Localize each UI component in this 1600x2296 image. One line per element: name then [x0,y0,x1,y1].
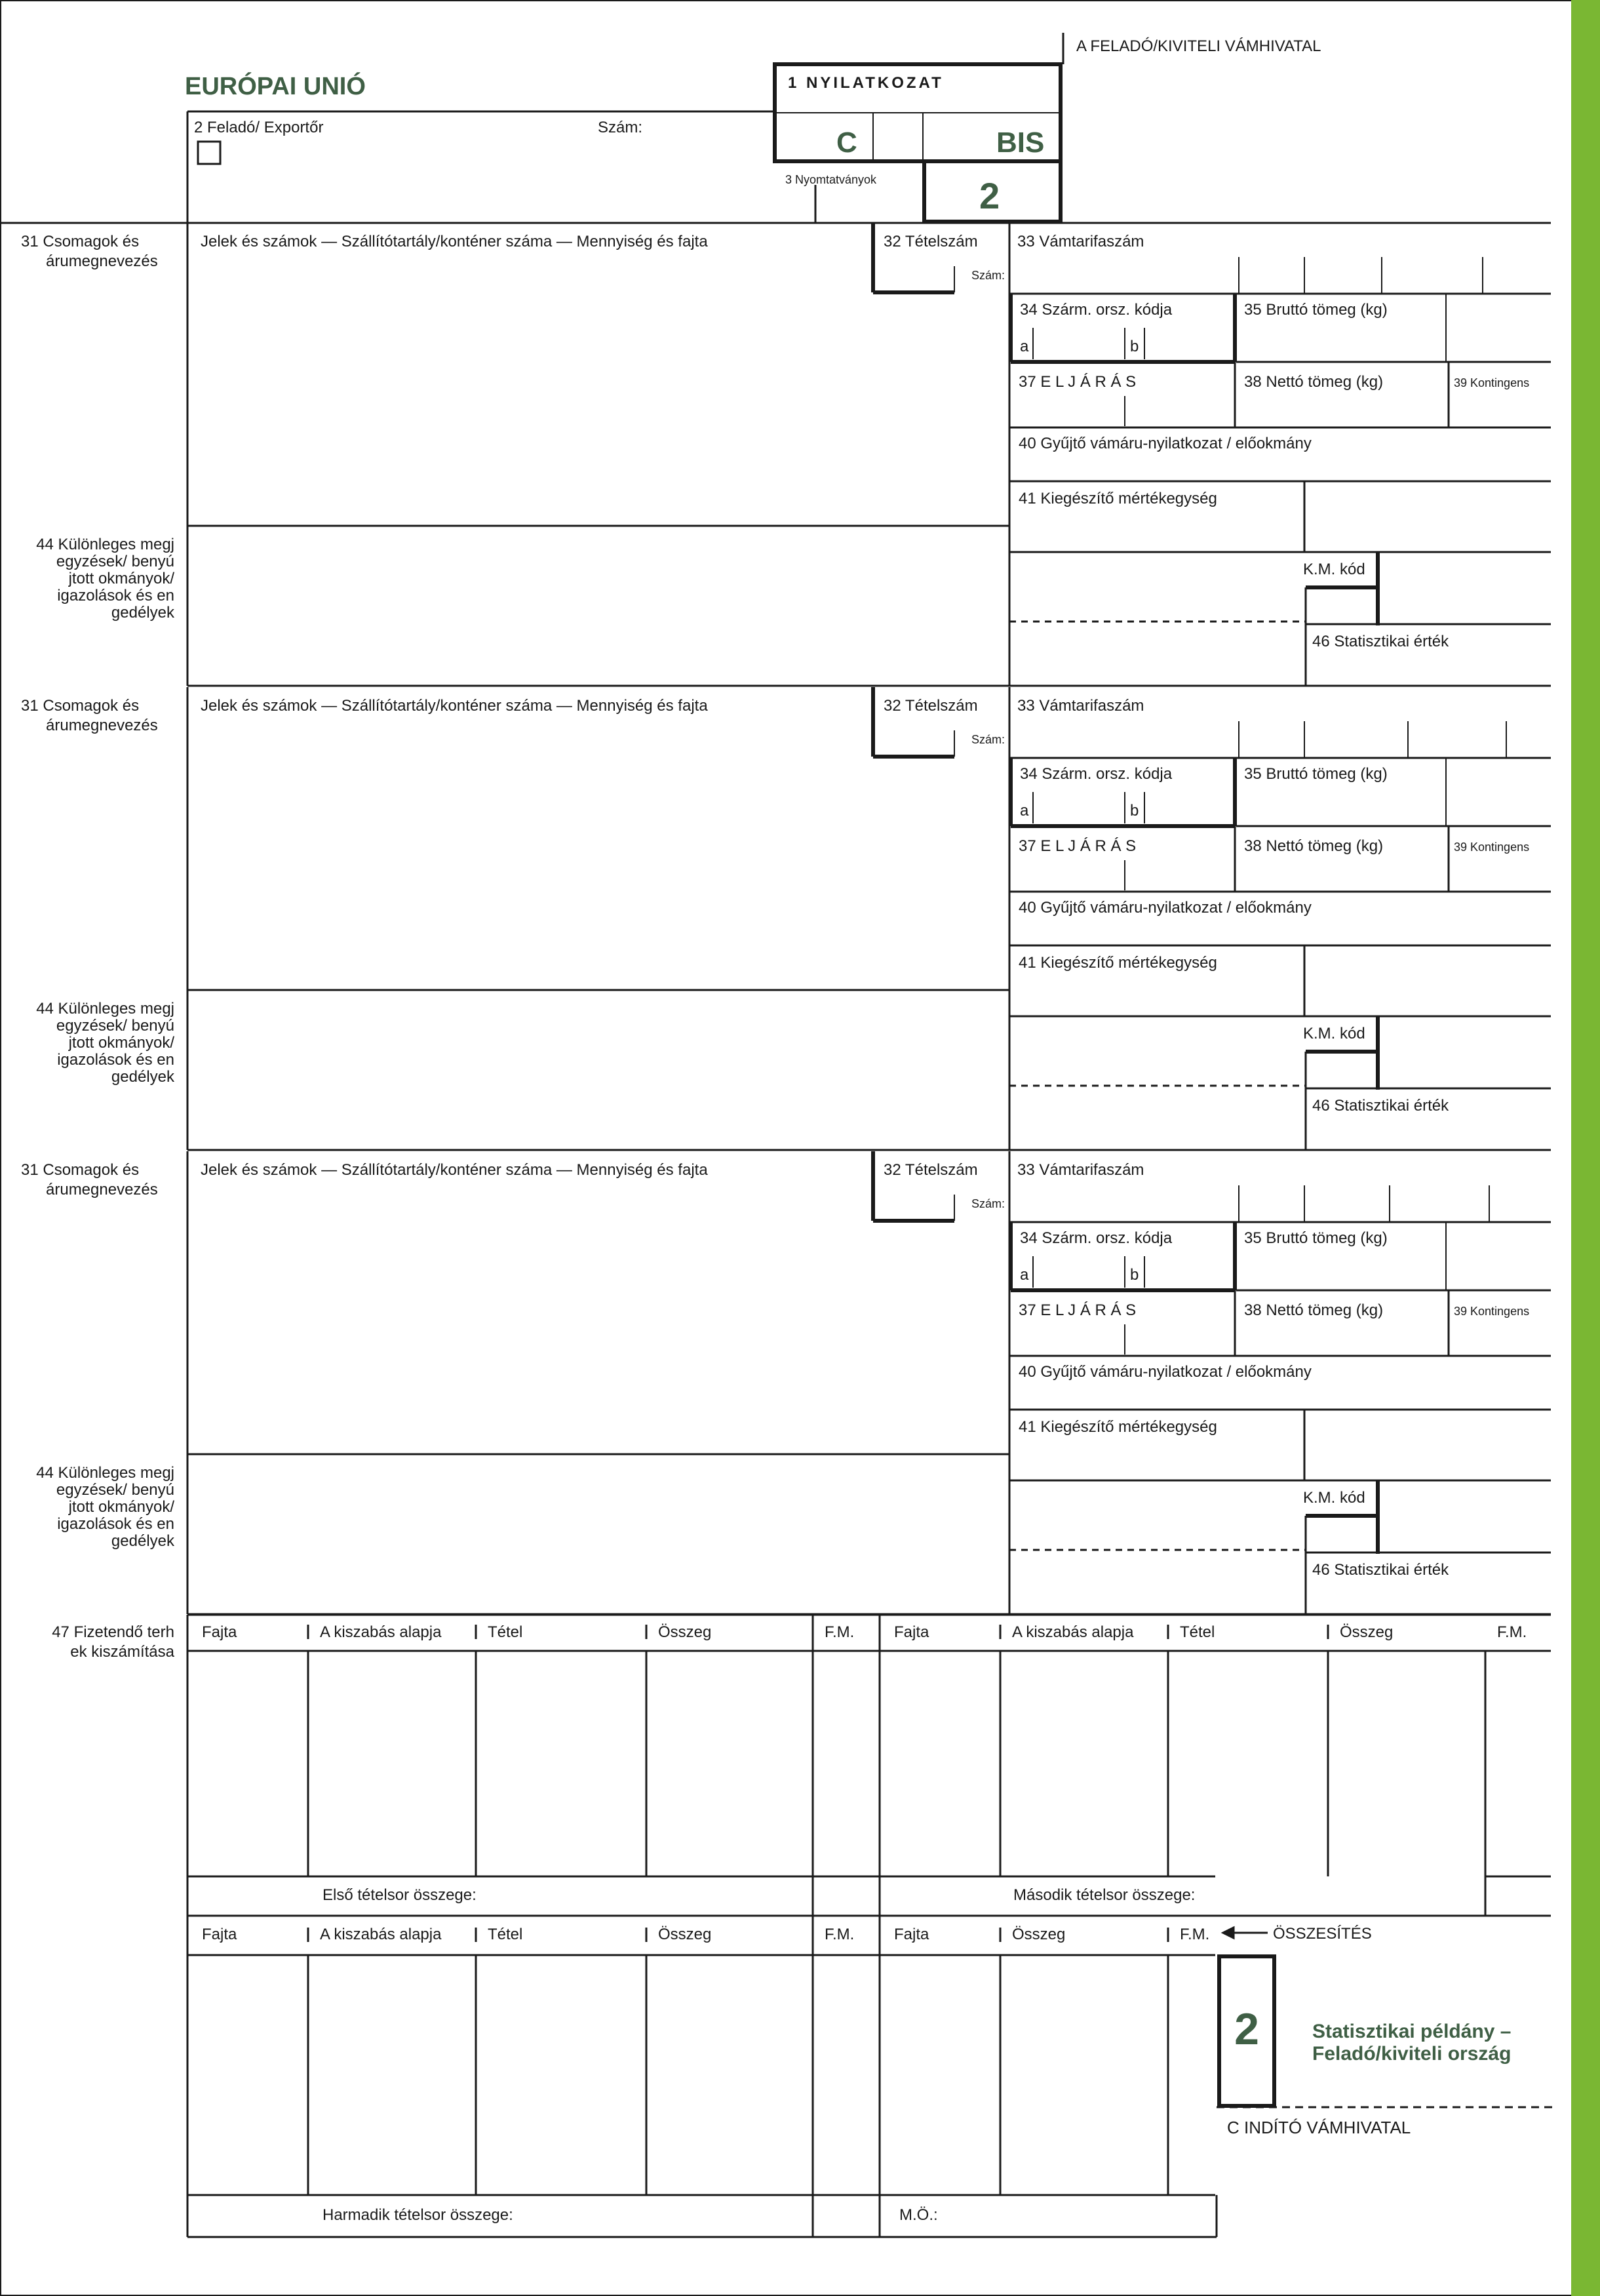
box34-b: b [1130,338,1139,355]
box34-label: 34 Szárm. orsz. kódja [1020,765,1173,783]
box34-b: b [1130,802,1139,820]
box39-label: 39 Kontingens [1454,841,1530,854]
summary-label: ÖSSZESÍTÉS [1273,1925,1372,1943]
col-osszeg-1: Összeg [658,1623,712,1641]
col-tetel-2: Tétel [1180,1623,1215,1641]
second-total-label: Második tételsor összege: [1013,1886,1196,1904]
box34-b: b [1130,1266,1139,1284]
box2-label: 2 Feladó/ Exportőr [194,119,324,136]
km-label: K.M. kód [1303,561,1365,578]
box47-label-line1: 47 Fizetendő terh [52,1623,174,1641]
box44-label-line-3: jtott okmányok/ [68,1498,174,1516]
box34-a: a [1020,802,1029,820]
box44-label-line-2: egyzések/ benyú [56,553,174,570]
col-fm-1: F.M. [825,1623,855,1641]
box35-label: 35 Bruttó tömeg (kg) [1244,1229,1388,1247]
box46-label: 46 Statisztikai érték [1312,1097,1449,1115]
box33-label: 33 Vámtarifaszám [1017,233,1144,250]
box2-number-label: Szám: [598,119,643,136]
box32-sub: Szám: [971,733,1005,746]
col-tetel-1: Tétel [488,1623,523,1641]
box1-bis: BIS [996,127,1045,159]
box32-label: 32 Tételszám [884,233,978,250]
box44-label-line-1: 44 Különleges megj [36,1000,174,1018]
box31-label-line1: 31 Csomagok és [21,697,140,715]
item-block-3 [21,1151,1551,1614]
col-osszeg-3: Összeg [658,1926,712,1943]
box34-label: 34 Szárm. orsz. kódja [1020,1229,1173,1247]
box33-label: 33 Vámtarifaszám [1017,1161,1144,1179]
box40-label: 40 Gyűjtő vámáru-nyilatkozat / előokmány [1019,899,1312,917]
box37-label: 37 E L J Á R Á S [1019,837,1137,855]
box47-label-line2: ek kiszámítása [70,1643,174,1661]
box44-label-line-4: igazolások és en [57,1515,174,1533]
col-fajta-2: Fajta [894,1623,929,1641]
box33-label: 33 Vámtarifaszám [1017,697,1144,715]
col-fajta-4: Fajta [894,1926,929,1943]
col-osszeg-4: Összeg [1012,1926,1066,1943]
item-block-1 [21,223,1551,686]
box32-sub: Szám: [971,269,1005,282]
col-fm-4: F.M. [1180,1926,1210,1943]
item-lines [187,223,1551,686]
box31-label-line1: 31 Csomagok és [21,1161,140,1179]
footer-copy-number: 2 [1234,2004,1259,2054]
km-label: K.M. kód [1303,1025,1365,1042]
box38-label: 38 Nettó tömeg (kg) [1244,373,1384,391]
box38-label: 38 Nettó tömeg (kg) [1244,837,1384,855]
box37-label: 37 E L J Á R Á S [1019,1301,1137,1319]
box1-label: 1 NYILATKOZAT [788,74,944,92]
box44-label-line-1: 44 Különleges megj [36,1464,174,1482]
box44-label-line-1: 44 Különleges megj [36,536,174,553]
box2-checkbox[interactable] [198,142,220,164]
box32-label: 32 Tételszám [884,697,978,715]
box32-sub: Szám: [971,1197,1005,1210]
box34-a: a [1020,1266,1029,1284]
box44-label-line-5: gedélyek [111,1068,174,1086]
col-osszeg-2: Összeg [1340,1623,1394,1641]
side-stripe [1571,0,1600,2296]
box40-label: 40 Gyűjtő vámáru-nyilatkozat / előokmány [1019,1363,1312,1381]
eu-title: EURÓPAI UNIÓ [185,73,366,100]
box3-label: 3 Nyomtatványok [785,173,877,186]
box40-label: 40 Gyűjtő vámáru-nyilatkozat / előokmány [1019,435,1312,452]
box31-label-line2: árumegnevezés [46,1181,158,1198]
box39-label: 39 Kontingens [1454,376,1530,389]
header-copy-number: 2 [979,175,1000,216]
box44-label-line-4: igazolások és en [57,587,174,604]
start-office-label: C INDÍTÓ VÁMHIVATAL [1227,2118,1411,2137]
box31-header: Jelek és számok — Szállítótartály/konténer száma — Mennyiség és fajta [201,1161,708,1179]
box31-label-line1: 31 Csomagok és [21,233,140,250]
col-alap-1: A kiszabás alapja [320,1623,442,1641]
item-lines [187,1151,1551,1614]
box35-label: 35 Bruttó tömeg (kg) [1244,765,1388,783]
col-fajta-1: Fajta [202,1623,237,1641]
col-fm-3: F.M. [825,1926,855,1943]
box32-label: 32 Tételszám [884,1161,978,1179]
third-total-label: Harmadik tételsor összege: [322,2206,513,2224]
box41-label: 41 Kiegészítő mértékegység [1019,490,1217,507]
box46-label: 46 Statisztikai érték [1312,633,1449,650]
box44-label-line-3: jtott okmányok/ [68,570,174,587]
office-label: A FELADÓ/KIVITELI VÁMHIVATAL [1076,37,1321,55]
box41-label: 41 Kiegészítő mértékegység [1019,1418,1217,1436]
col-fajta-3: Fajta [202,1926,237,1943]
first-total-label: Első tételsor összege: [322,1886,477,1904]
col-alap-2: A kiszabás alapja [1012,1623,1134,1641]
box44-label-line-4: igazolások és en [57,1051,174,1069]
box31-header: Jelek és számok — Szállítótartály/konténer száma — Mennyiség és fajta [201,697,708,715]
box44-label-line-3: jtott okmányok/ [68,1034,174,1052]
col-alap-3: A kiszabás alapja [320,1926,442,1943]
box44-label-line-5: gedélyek [111,1532,174,1550]
box44-label-line-5: gedélyek [111,604,174,622]
box35-label: 35 Bruttó tömeg (kg) [1244,301,1388,319]
box41-label: 41 Kiegészítő mértékegység [1019,954,1217,972]
summary-arrow [1223,1928,1268,1938]
box34-label: 34 Szárm. orsz. kódja [1020,301,1173,319]
page-border [1,1,1599,2295]
box31-label-line2: árumegnevezés [46,717,158,734]
km-label: K.M. kód [1303,1489,1365,1507]
box31-label-line2: árumegnevezés [46,252,158,270]
mo-label: M.Ö.: [899,2206,938,2224]
box38-label: 38 Nettó tömeg (kg) [1244,1301,1384,1319]
box37-label: 37 E L J Á R Á S [1019,373,1137,391]
box46-label: 46 Statisztikai érték [1312,1561,1449,1579]
box1-c: C [836,127,857,159]
box39-label: 39 Kontingens [1454,1305,1530,1318]
box44-label-line-2: egyzések/ benyú [56,1481,174,1499]
box31-header: Jelek és számok — Szállítótartály/konténer száma — Mennyiség és fajta [201,233,708,250]
copy-title-line2: Feladó/kiviteli ország [1312,2043,1512,2065]
box34-a: a [1020,338,1029,355]
item-lines [187,687,1551,1150]
col-fm-2: F.M. [1497,1623,1527,1641]
box44-label-line-2: egyzések/ benyú [56,1017,174,1035]
col-tetel-3: Tétel [488,1926,523,1943]
item-block-2 [21,687,1551,1150]
item-blocks [21,223,1551,1614]
copy-title-line1: Statisztikai példány – [1312,2021,1512,2042]
